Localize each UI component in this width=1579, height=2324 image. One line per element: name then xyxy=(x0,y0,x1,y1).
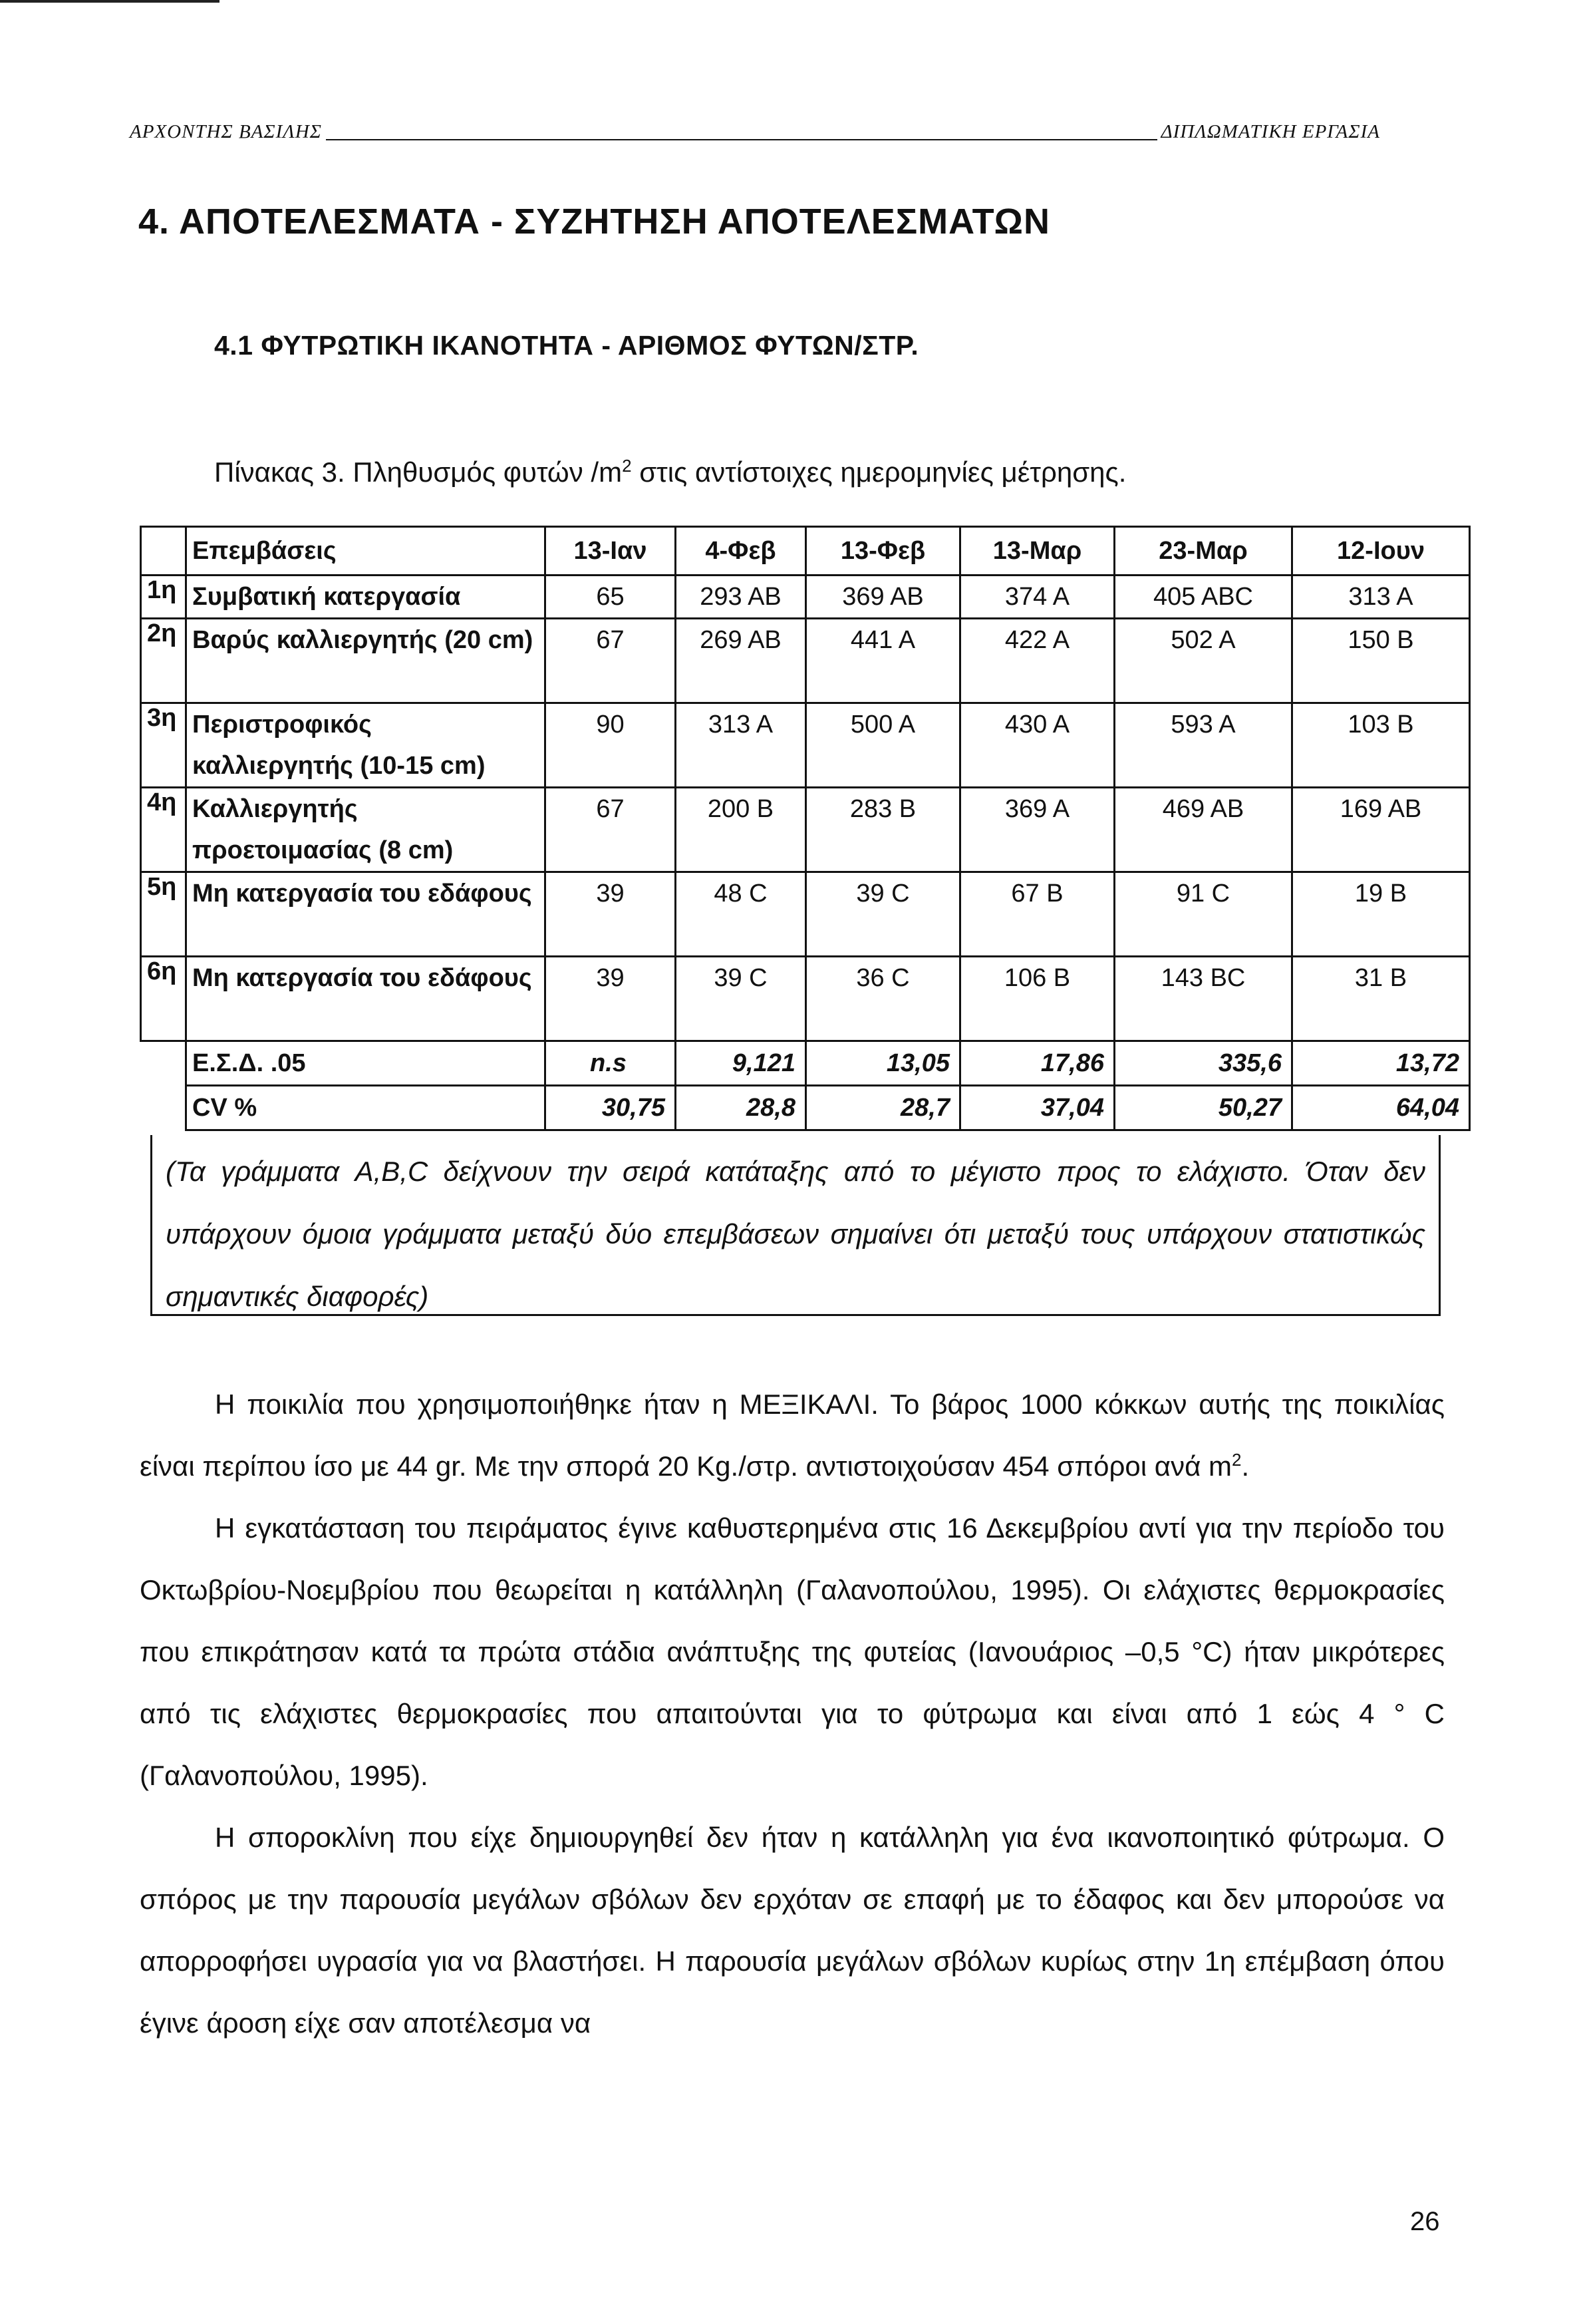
cell-value: 169 AB xyxy=(1292,788,1470,872)
cell-value: 283 B xyxy=(806,788,960,872)
row-number: 3η xyxy=(141,703,186,788)
stats-value: 50,27 xyxy=(1115,1086,1292,1130)
running-header xyxy=(130,121,1380,143)
cell-value: 31 B xyxy=(1292,957,1470,1041)
chapter-heading: 4. ΑΠΟΤΕΛΕΣΜΑΤΑ - ΣΥΖΗΤΗΣΗ ΑΠΟΤΕΛΕΣΜΑΤΩΝ xyxy=(138,202,1050,242)
cell-value: 502 A xyxy=(1115,619,1292,703)
stats-value: 17,86 xyxy=(960,1041,1115,1086)
header-date: 13-Φεβ xyxy=(806,527,960,576)
row-number: 2η xyxy=(141,619,186,703)
header-date: 13-Μαρ xyxy=(960,527,1115,576)
cell-value: 200 B xyxy=(676,788,806,872)
table-row xyxy=(141,957,1470,1041)
blank-cell xyxy=(141,1086,186,1130)
cell-value: 430 A xyxy=(960,703,1115,788)
row-label: Μη κατεργασία του εδάφους xyxy=(186,957,545,1041)
header-date: 23-Μαρ xyxy=(1115,527,1292,576)
cell-value: 39 C xyxy=(806,872,960,957)
cell-value: 369 AB xyxy=(806,576,960,619)
caption-text-b: στις αντίστοιχες ημερομηνίες μέτρησης. xyxy=(631,456,1127,488)
row-number: 5η xyxy=(141,872,186,957)
cell-value: 19 B xyxy=(1292,872,1470,957)
cell-value: 269 AB xyxy=(676,619,806,703)
cell-value: 405 ABC xyxy=(1115,576,1292,619)
cell-value: 48 C xyxy=(676,872,806,957)
table-row xyxy=(141,576,1470,619)
cell-value: 65 xyxy=(545,576,676,619)
cell-value: 374 A xyxy=(960,576,1115,619)
paragraph: Η εγκατάσταση του πειράματος έγινε καθυστερημένα στις 16 Δεκεμβρίου αντί για την περίοδο του Οκτωβρίου-Νοεμβρίου που θεωρείται η κατάλληλη (Γαλανοπούλου, 1995). Οι ελάχιστες θερμοκρασίες που επικράτησαν κατά τα πρώτα στάδια ανάπτυξης της φυτείας (Ιανουάριος –0,5 °C) ήταν μικρότερες από τις ελάχιστες θερμοκρασίες που απαιτούνται για το φύτρωμα και είναι από 1 εώς 4 ° C (Γαλανοπούλου, 1995). xyxy=(140,1512,1445,1791)
stats-value: 13,72 xyxy=(1292,1041,1470,1086)
cell-value: 39 xyxy=(545,957,676,1041)
cell-value: 593 A xyxy=(1115,703,1292,788)
paragraph-text: . xyxy=(1241,1450,1250,1482)
table-footnote: (Τα γράμματα A,B,C δείχνουν την σειρά κατάταξης από το μέγιστο προς το ελάχιστο. Όταν δεν υπάρχουν όμοια γράμματα μεταξύ δύο επεμβάσεων σημαίνει ότι μεταξύ τους υπάρχουν στατιστικώς σημαντικές διαφορές) xyxy=(150,1135,1441,1316)
header-author: ΑΡΧΟΝΤΗΣ ΒΑΣΙΛΗΣ xyxy=(130,121,322,142)
header-rule xyxy=(326,139,1157,140)
row-number: 4η xyxy=(141,788,186,872)
page-number: 26 xyxy=(1410,2207,1440,2236)
header-date: 12-Ιουν xyxy=(1292,527,1470,576)
caption-sup: 2 xyxy=(622,456,632,476)
cell-value: 67 xyxy=(545,788,676,872)
stats-value: 28,8 xyxy=(676,1086,806,1130)
cell-value: 36 C xyxy=(806,957,960,1041)
paragraph xyxy=(140,1373,1445,1497)
cell-value: 39 xyxy=(545,872,676,957)
table-row xyxy=(141,788,1470,872)
header-doc-type: ΔΙΠΛΩΜΑΤΙΚΗ ΕΡΓΑΣΙΑ xyxy=(1161,121,1380,142)
table-row xyxy=(141,703,1470,788)
row-label: Καλλιεργητής προετοιμασίας (8 cm) xyxy=(186,788,545,872)
table-header-row xyxy=(141,527,1470,576)
cell-value: 143 BC xyxy=(1115,957,1292,1041)
cell-value: 90 xyxy=(545,703,676,788)
table-row xyxy=(141,619,1470,703)
cell-value: 313 A xyxy=(676,703,806,788)
cell-value: 293 AB xyxy=(676,576,806,619)
stats-label: Ε.Σ.Δ. .05 xyxy=(186,1041,545,1086)
cell-value: 313 A xyxy=(1292,576,1470,619)
scan-top-line xyxy=(0,0,219,3)
superscript: 2 xyxy=(1232,1450,1242,1470)
cell-value: 441 A xyxy=(806,619,960,703)
paragraph-text: Η ποικιλία που χρησιμοποιήθηκε ήταν η ΜΕΞΙΚΑΛΙ. Το βάρος 1000 κόκκων αυτής της ποικιλίας είναι περίπου ίσο με 44 gr. Με την σπορά 20 Kg./στρ. αντιστοιχούσαν 454 σπόροι ανά m xyxy=(140,1389,1445,1482)
stats-label: CV % xyxy=(186,1086,545,1130)
header-treatments: Επεμβάσεις xyxy=(186,527,545,576)
blank-cell xyxy=(141,1041,186,1086)
cell-value: 91 C xyxy=(1115,872,1292,957)
cell-value: 103 B xyxy=(1292,703,1470,788)
row-label: Βαρύς καλλιεργητής (20 cm) xyxy=(186,619,545,703)
section-heading: 4.1 ΦΥΤΡΩΤΙΚΗ ΙΚΑΝΟΤΗΤΑ - ΑΡΙΘΜΟΣ ΦΥΤΩΝ/ΣΤΡ. xyxy=(214,330,919,361)
table-row xyxy=(141,872,1470,957)
stats-value: 30,75 xyxy=(545,1086,676,1130)
row-label: Περιστροφικός καλλιεργητής (10-15 cm) xyxy=(186,703,545,788)
caption-label: Πίνακας 3. xyxy=(214,456,345,488)
cell-value: 67 xyxy=(545,619,676,703)
stats-row-lsd xyxy=(141,1041,1470,1086)
table-caption xyxy=(214,456,1126,488)
header-date: 4-Φεβ xyxy=(676,527,806,576)
cell-value: 369 A xyxy=(960,788,1115,872)
stats-value: n.s xyxy=(545,1041,676,1086)
row-number: 1η xyxy=(141,576,186,619)
stats-value: 13,05 xyxy=(806,1041,960,1086)
header-num-cell xyxy=(141,527,186,576)
cell-value: 500 A xyxy=(806,703,960,788)
row-number: 6η xyxy=(141,957,186,1041)
stats-value: 64,04 xyxy=(1292,1086,1470,1130)
stats-value: 37,04 xyxy=(960,1086,1115,1130)
stats-value: 335,6 xyxy=(1115,1041,1292,1086)
cell-value: 150 B xyxy=(1292,619,1470,703)
row-label: Συμβατική κατεργασία xyxy=(186,576,545,619)
cell-value: 67 B xyxy=(960,872,1115,957)
cell-value: 106 B xyxy=(960,957,1115,1041)
cell-value: 39 C xyxy=(676,957,806,1041)
stats-row-cv xyxy=(141,1086,1470,1130)
stats-value: 28,7 xyxy=(806,1086,960,1130)
plant-population-table xyxy=(140,526,1471,1131)
stats-value: 9,121 xyxy=(676,1041,806,1086)
cell-value: 422 A xyxy=(960,619,1115,703)
caption-text-a: Πληθυσμός φυτών /m xyxy=(353,456,623,488)
body-text xyxy=(140,1373,1445,2054)
row-label: Μη κατεργασία του εδάφους xyxy=(186,872,545,957)
cell-value: 469 AB xyxy=(1115,788,1292,872)
header-date: 13-Ιαν xyxy=(545,527,676,576)
paragraph: Η σποροκλίνη που είχε δημιουργηθεί δεν ήταν η κατάλληλη για ένα ικανοποιητικό φύτρωμα. Ο σπόρος με την παρουσία μεγάλων σβόλων δεν ερχόταν σε επαφή με το έδαφος και δεν μπορούσε να απορροφήσει υγρασία για να βλαστήσει. Η παρουσία μεγάλων σβόλων κυρίως στην 1η επέμβαση όπου έγινε άροση είχε σαν αποτέλεσμα να xyxy=(140,1822,1445,2039)
